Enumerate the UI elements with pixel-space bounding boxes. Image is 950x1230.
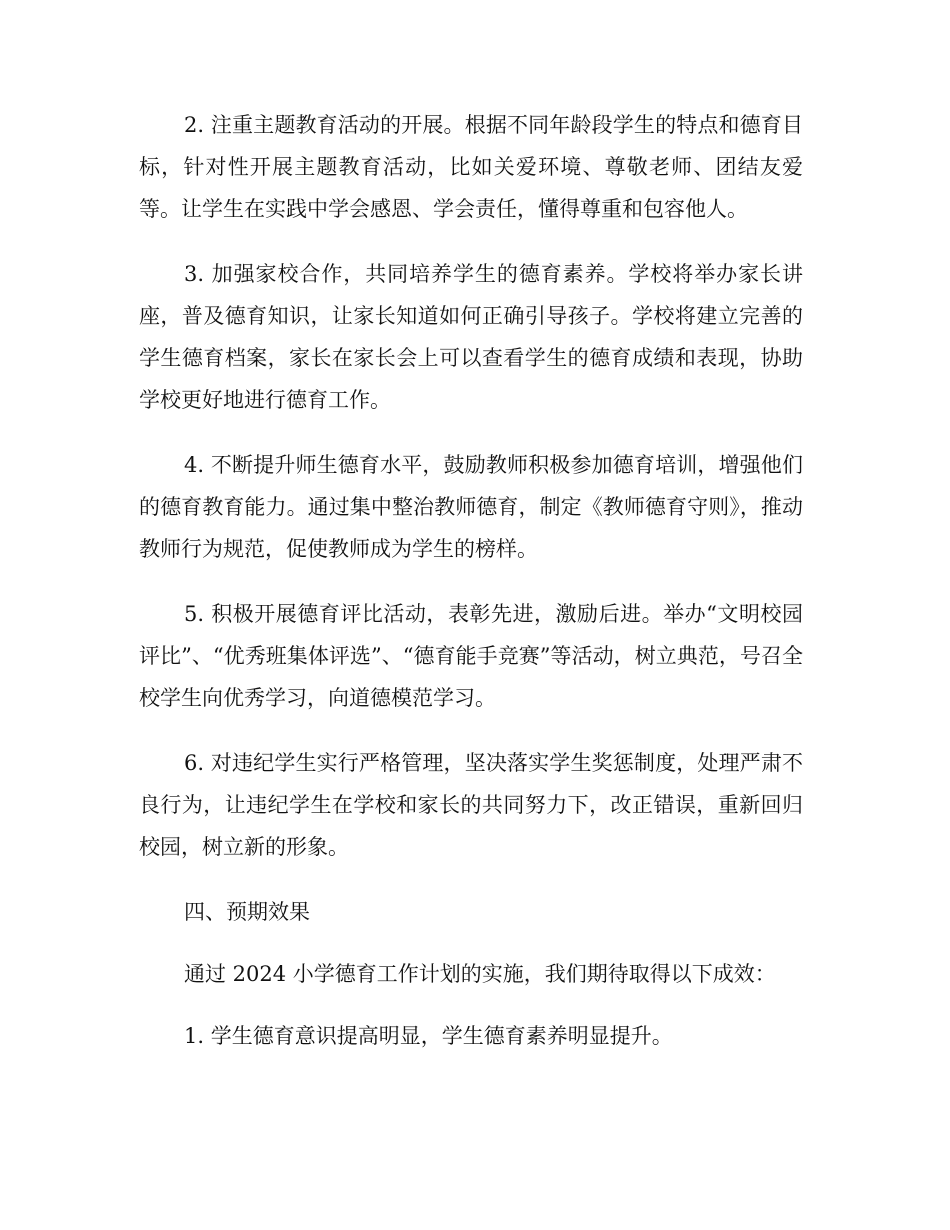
- paragraph-item-3: 3. 加强家校合作，共同培养学生的德育素养。学校将举办家长讲座，普及德育知识，让家长知道如何正确引导孩子。学校将建立完善的学生德育档案，家长在家长会上可以查看学生的德育成绩和表现，协助学校更好地进行德育工作。: [139, 262, 803, 412]
- paragraph-item-4: 4. 不断提升师生德育水平，鼓励教师积极参加德育培训，增强他们的德育教育能力。通过集中整治教师德育，制定《教师德育守则》，推动教师行为规范，促使教师成为学生的榜样。: [139, 453, 803, 561]
- section-heading-expected-results: 四、预期效果: [184, 900, 310, 924]
- document-body: [139, 104, 803, 1077]
- result-item-1: 1. 学生德育意识提高明显，学生德育素养明显提升。: [184, 1024, 673, 1048]
- paragraph-item-6: 6. 对违纪学生实行严格管理，坚决落实学生奖惩制度，处理严肃不良行为，让违纪学生在学校和家长的共同努力下，改正错误，重新回归校园，树立新的形象。: [139, 751, 803, 859]
- paragraph-item-5: 5. 积极开展德育评比活动，表彰先进，激励后进。举办“文明校园评比”、“优秀班集体评选”、“德育能手竞赛”等活动，树立典范，号召全校学生向优秀学习，向道德模范学习。: [139, 602, 803, 710]
- intro-paragraph: 通过 2024 小学德育工作计划的实施，我们期待取得以下成效：: [184, 962, 776, 986]
- paragraph-item-2: 2. 注重主题教育活动的开展。根据不同年龄段学生的特点和德育目标，针对性开展主题教育活动，比如关爱环境、尊敬老师、团结友爱等。让学生在实践中学会感恩、学会责任，懂得尊重和包容他人。: [139, 113, 803, 221]
